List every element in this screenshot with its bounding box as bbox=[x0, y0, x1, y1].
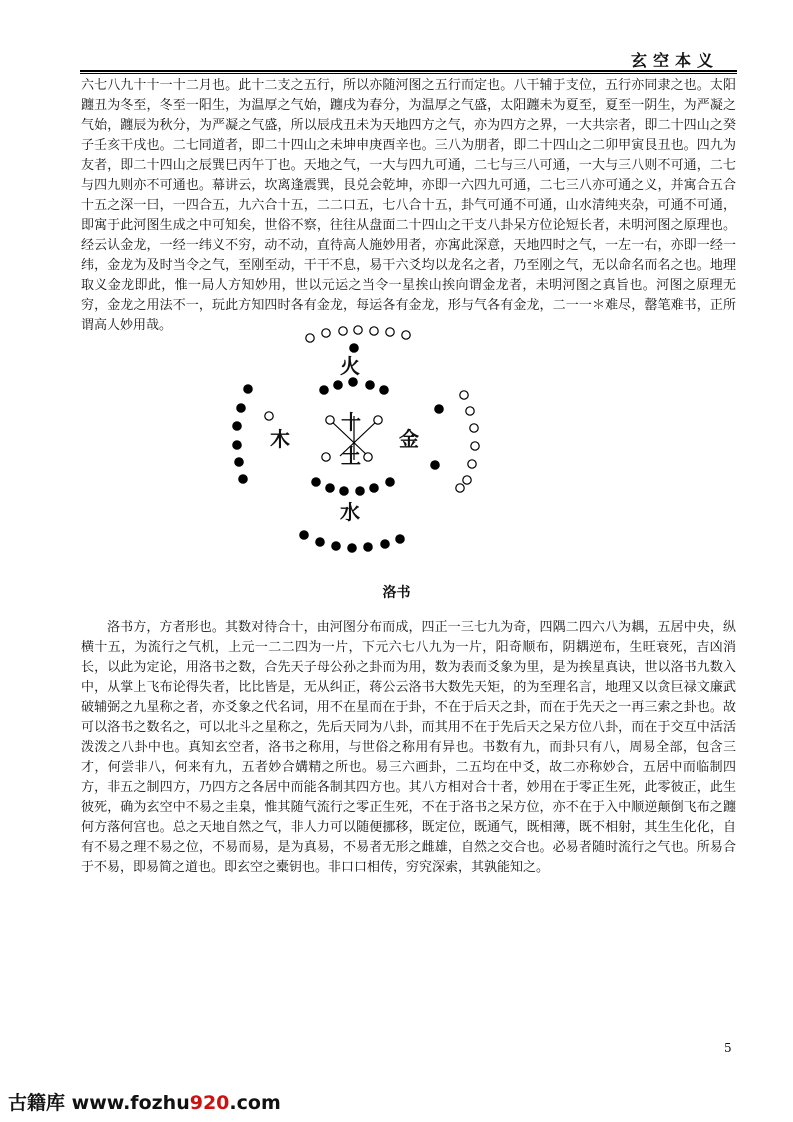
open-dot bbox=[460, 391, 468, 399]
page-number: 5 bbox=[724, 1041, 732, 1055]
open-dot bbox=[374, 416, 382, 424]
filled-dot bbox=[364, 543, 372, 551]
book-title: 玄空本义 bbox=[630, 51, 719, 70]
filled-dot bbox=[334, 381, 342, 389]
filled-dot bbox=[312, 478, 320, 486]
filled-dot bbox=[381, 540, 389, 548]
footer-watermark bbox=[8, 1088, 281, 1115]
open-dot bbox=[306, 334, 314, 342]
filled-dot bbox=[348, 544, 356, 552]
filled-dot bbox=[237, 404, 245, 412]
open-dot bbox=[402, 331, 410, 339]
filled-dot bbox=[239, 475, 247, 483]
filled-dot bbox=[366, 381, 374, 389]
filled-dot bbox=[244, 385, 252, 393]
open-dot bbox=[370, 327, 378, 335]
filled-dot bbox=[340, 487, 348, 495]
label-center-earth: 土 bbox=[341, 444, 361, 468]
filled-dot bbox=[435, 405, 443, 413]
diagram-caption: 洛书 bbox=[382, 585, 411, 601]
open-dot bbox=[265, 412, 273, 420]
open-dot bbox=[364, 453, 372, 461]
open-dot bbox=[322, 329, 330, 337]
footer-url-number: 920 bbox=[189, 1092, 230, 1114]
open-dot bbox=[466, 407, 474, 415]
filled-dot bbox=[326, 484, 334, 492]
open-dot bbox=[326, 416, 334, 424]
open-dot bbox=[468, 460, 476, 468]
filled-dot bbox=[356, 487, 364, 495]
footer-url-suffix: .com bbox=[229, 1092, 281, 1114]
open-dot bbox=[463, 476, 471, 484]
label-center-ten: 十 bbox=[341, 410, 361, 434]
label-metal: 金 bbox=[399, 427, 419, 451]
filled-dot bbox=[431, 461, 439, 469]
filled-dot bbox=[320, 386, 328, 394]
filled-dot bbox=[233, 422, 241, 430]
footer-site-name: 古籍库 bbox=[8, 1092, 66, 1114]
paragraph-luoshu-explanation: 洛书方，方者形也。其数对待合十，由河图分布而成，四正一三七九为奇，四隅二四六八为耦，五居中央，纵横十五，为流行之气机，上元一二二四为一片，下元六七八九为一片，阳奇顺布，阴耦逆布，生旺衰死，吉凶消长，以此为定论，用洛书之数，合先天子母公孙之卦而为用，数为表而爻象为里，是为挨星真诀，世以洛书九数入中，从掌上飞布论得失者，比比皆是，无从纠正，蒋公云洛书大数先天矩，的为至理名言，地理又以贪巨禄文廉武破辅弼之九星称之者，亦爻象之代名词，用不在星而在于卦，不在于后天之卦，而在于先天之一再三索之卦也。故可以洛书之数名之，可以北斗之星称之，先后天同为八卦，而其用不在于先后天之呆方位八卦，而在于交互中活活泼泼之八卦中也。真知玄空者，洛书之称用，与世俗之称用有异也。书数有九，而卦只有八，周易全部，包含三才，何尝非八，何来有九，五者妙合媾精之所也。易三六画卦，二五均在中爻，故二亦称妙合，五居中而临制四方，非五之制四方，乃四方之各居中而能各制其四方也。其八方相对合十者，妙用在于零正生死，此零彼正，此生彼死，确为玄空中不易之圭臬，惟其随气流行之零正生死，不在于洛书之呆方位，亦不在于入中顺逆颠倒飞布之躔何方落何宫也。总之天地自然之气，非人力可以随便挪移，既定位，既通气，既相薄，既不相射，其生生化化，自有不易之理不易之位，不易而易，是为真易，不易者无形之雌雄，自然之交合也。必易者随时流行之气也。所易合于不易，即易简之道也。即玄空之橐钥也。非口口相传，穷究深索，其孰能知之。 bbox=[81, 620, 736, 875]
filled-dot bbox=[233, 441, 241, 449]
filled-dot bbox=[396, 535, 404, 543]
filled-dot bbox=[349, 378, 357, 386]
open-dot bbox=[339, 327, 347, 335]
filled-dot bbox=[300, 531, 308, 539]
luoshu-diagram bbox=[228, 322, 493, 557]
filled-dot bbox=[380, 386, 388, 394]
open-dot bbox=[322, 453, 330, 461]
filled-dot bbox=[235, 458, 243, 466]
label-fire: 火 bbox=[340, 354, 360, 378]
filled-dot bbox=[386, 478, 394, 486]
label-wood: 木 bbox=[270, 427, 290, 451]
open-dot bbox=[456, 484, 464, 492]
filled-dot bbox=[332, 542, 340, 550]
paragraph-hetu-explanation: 六七八九十十一十二月也。此十二支之五行，所以亦随河图之五行而定也。八干辅于支位，五行亦同隶之也。太阳躔丑为冬至，冬至一阳生，为温厚之气始，躔戌为春分，为温厚之气盛，太阳躔未为夏至，夏至一阴生，为严凝之气始，躔辰为秋分，为严凝之气盛，所以辰戌丑未为天地四方之气，亦为四方之界，一大共宗者，即二十四山之癸子壬亥干戌也。二七同道者，即二十四山之未坤申庚酉辛也。三八为朋者，即二十四山之二卯甲寅艮丑也。四九为友者，即二十四山之辰巽巳丙午丁也。天地之气，一大与四九可通，二七与三八可通，一大与三八则不可通，二七与四九则亦不可通也。幕讲云，坎离逢震巽，艮兑会乾坤，亦即一六四九可通，二七三八亦可通之义，并寓合五合十五之深一曰，一四合五，九六合十五，二二口五，七八合十五，卦气可通不可通，山水清纯夹杂，可通不可通，即寓于此河图生成之中可知矣，世俗不察，往往从盘面二十四山之干支八卦呆方位论短长者，未明河图之原理也。经云认金龙，一经一纬义不穷，动不动，直待高人施妙用者，亦寓此深意，天地四时之气，一左一右，亦即一经一纬，金龙为及时当令之气，至刚至动，干干不息，易干六爻均以龙名之者，乃至刚之气，无以命名而名之也。地理取义金龙即此，惟一局人方知妙用，世以元运之当令一星挨山挨向谓金龙者，未明河图之真旨也。河图之原理无穷，金龙之用法不一，玩此方知四时各有金龙，每运各有金龙，形与气各有金龙，二一一＊难尽，罄笔难书，正所谓高人妙用哉。 bbox=[81, 78, 736, 333]
open-dot bbox=[354, 326, 362, 334]
filled-dot bbox=[316, 538, 324, 546]
filled-dot bbox=[370, 484, 378, 492]
open-dot bbox=[470, 424, 478, 432]
footer-url-prefix: www.fozhu bbox=[71, 1092, 190, 1114]
open-dot bbox=[471, 442, 479, 450]
label-water: 水 bbox=[340, 500, 360, 524]
open-dot bbox=[386, 328, 394, 336]
header-rule bbox=[80, 70, 737, 74]
